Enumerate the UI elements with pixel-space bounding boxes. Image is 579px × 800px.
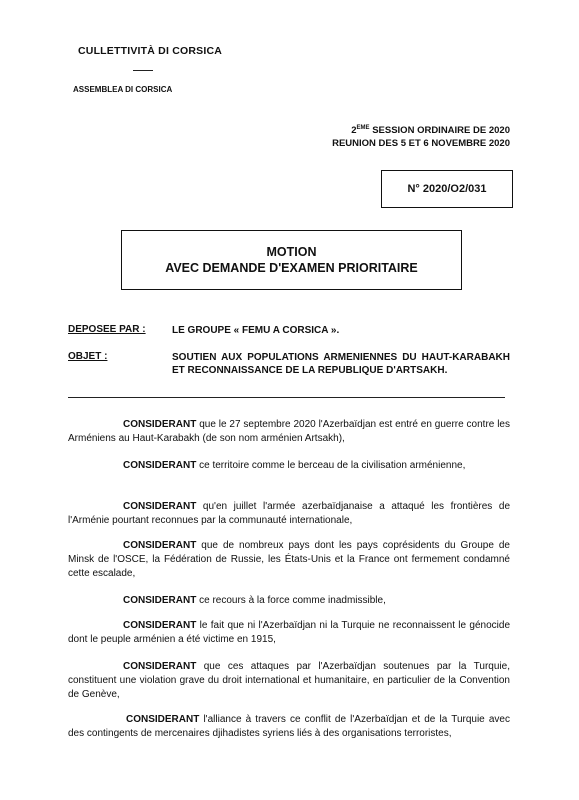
session-line-2: REUNION DES 5 ET 6 NOVEMBRE 2020 — [332, 138, 510, 149]
considerant-text: le fait que ni l'Azerbaïdjan ni la Turquie ne reconnaissent le génocide dont le peuple arménien a été victime en 1915, — [68, 620, 510, 645]
considerant-text: ce recours à la force comme inadmissible, — [196, 595, 386, 606]
considerant-keyword: CONSIDERANT — [123, 419, 197, 430]
session-number: 2 — [351, 125, 357, 136]
motion-title-box — [121, 230, 462, 290]
session-info — [332, 124, 510, 150]
considerant-paragraph — [68, 500, 510, 528]
considerant-paragraph — [68, 459, 510, 473]
assembly-name: ASSEMBLEA DI CORSICA — [73, 85, 173, 94]
deposited-by-value: LE GROUPE « FEMU A CORSICA ». — [172, 325, 340, 336]
motion-number: N° 2020/O2/031 — [407, 183, 487, 195]
motion-title-line-1: MOTION — [266, 245, 317, 259]
motion-title-line-2: AVEC DEMANDE D'EXAMEN PRIORITAIRE — [165, 261, 418, 275]
header-divider — [133, 70, 153, 71]
considerant-paragraph — [68, 594, 510, 608]
considerant-text: que de nombreux pays dont les pays coprésidents du Groupe de Minsk de l'OSCE, la Fédération de Russie, les États-Unis et la France ont fermement condamné cette escalade, — [68, 540, 510, 579]
deposited-by-label: DEPOSEE PAR : — [68, 324, 146, 335]
considerant-paragraph — [68, 619, 510, 647]
considerant-text: que le 27 septembre 2020 l'Azerbaïdjan est entré en guerre contre les Arméniens au Haut-Karabakh (de son nom arménien Artsakh), — [68, 419, 510, 444]
considerant-text: que ces attaques par l'Azerbaïdjan soutenues par la Turquie, constituent une violation grave du droit international et humanitaire, en particulier de la Convention de Genève, — [68, 661, 510, 700]
considerant-paragraph — [68, 539, 510, 581]
considerant-keyword: CONSIDERANT — [123, 595, 197, 606]
considerant-keyword: CONSIDERANT — [123, 460, 197, 471]
considerant-text: ce territoire comme le berceau de la civilisation arménienne, — [196, 460, 466, 471]
considerant-keyword: CONSIDERANT — [123, 540, 197, 551]
considerant-keyword: CONSIDERANT — [123, 661, 197, 672]
considerant-paragraph — [68, 418, 510, 446]
object-label: OBJET : — [68, 351, 108, 362]
section-divider — [68, 397, 505, 398]
session-line-1 — [332, 124, 510, 137]
considerant-keyword: CONSIDERANT — [123, 501, 197, 512]
considerant-text: qu'en juillet l'armée azerbaïdjanaise a attaqué les frontières de l'Arménie pourtant reconnues par la communauté internationale, — [68, 501, 510, 526]
considerant-paragraph — [68, 713, 510, 741]
considerant-text: l'alliance à travers ce conflit de l'Azerbaïdjan et de la Turquie avec des contingents de mercenaires djihadistes syriens liés à des organisations terroristes, — [68, 714, 510, 739]
session-line-1-rest: SESSION ORDINAIRE DE 2020 — [369, 125, 510, 136]
session-superscript: EME — [356, 125, 370, 131]
motion-number-box — [381, 170, 513, 208]
considerant-keyword: CONSIDERANT — [126, 714, 200, 725]
organization-name: CULLETTIVITÀ DI CORSICA — [78, 45, 223, 57]
object-value: SOUTIEN AUX POPULATIONS ARMENIENNES DU HAUT-KARABAKH ET RECONNAISSANCE DE LA REPUBLIQUE D'ARTSAKH. — [172, 352, 510, 376]
considerant-paragraph — [68, 660, 510, 702]
considerant-keyword: CONSIDERANT — [123, 620, 197, 631]
